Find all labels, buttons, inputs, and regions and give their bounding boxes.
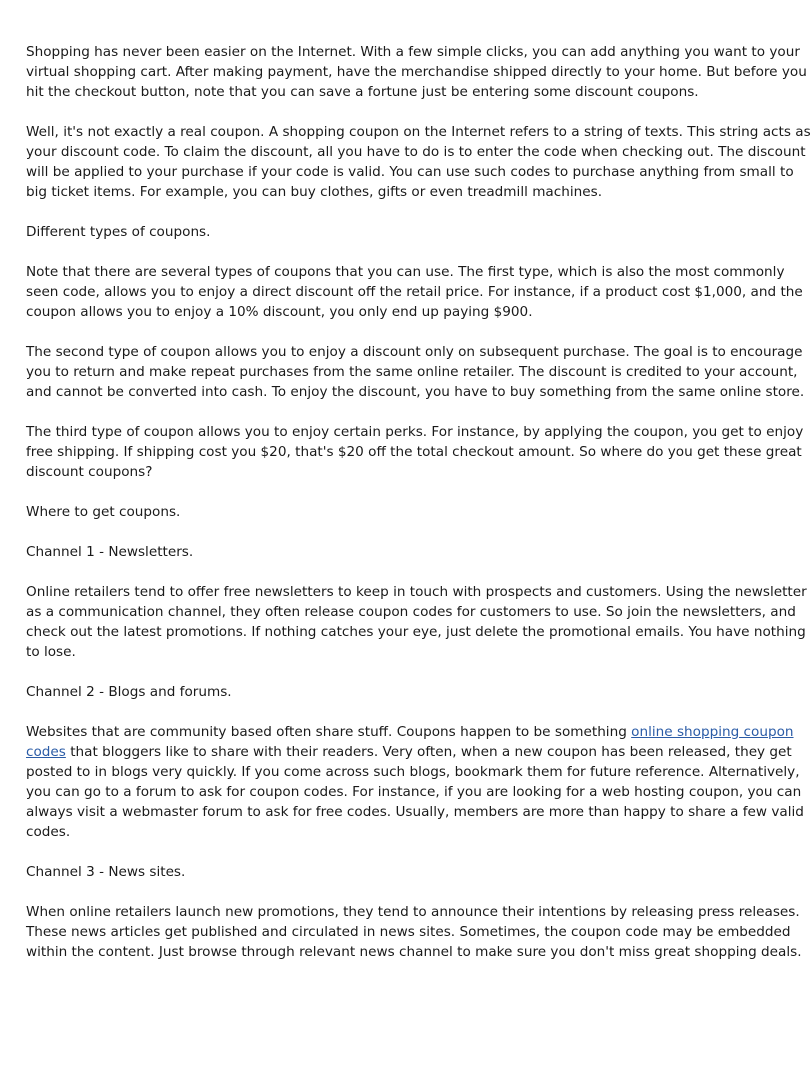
text-line (26, 742, 792, 762)
text-line: discount coupons? (26, 464, 153, 480)
text-line: seen code, allows you to enjoy a direct discount off the retail price. For instance, if a product cost $1,000, and the (26, 284, 803, 300)
heading-channel-2 (26, 682, 746, 702)
document-page (26, 42, 811, 982)
text-fragment: that bloggers like to share with their readers. Very often, when a new coupon has been released, they get (65, 744, 792, 760)
text-line: codes. (26, 824, 71, 840)
text-line (26, 722, 794, 742)
text-line: you to return and make repeat purchases from the same online retailer. The discount is credited to your account, (26, 364, 798, 380)
text-line: virtual shopping cart. After making payment, have the merchandise shipped directly to your home. But before you (26, 64, 807, 80)
text-line: These news articles get published and circulated in news sites. Sometimes, the coupon code may be embedded (26, 924, 791, 940)
text-line: and cannot be converted into cash. To enjoy the discount, you have to buy something from the same online store. (26, 384, 805, 400)
text-line: Different types of coupons. (26, 224, 211, 240)
text-line: Shopping has never been easier on the Internet. With a few simple clicks, you can add anything you want to your (26, 44, 800, 60)
text-line: your discount code. To claim the discount, all you have to do is to enter the code when checking out. The discount (26, 144, 806, 160)
heading-coupon-types (26, 222, 746, 242)
text-line: free shipping. If shipping cost you $20, that's $20 off the total checkout amount. So where do you get these great (26, 444, 802, 460)
paragraph-intro (26, 42, 807, 102)
paragraph-newsletters (26, 582, 807, 662)
text-line: check out the latest promotions. If nothing catches your eye, just delete the promotional emails. You have nothing (26, 624, 806, 640)
text-line: Channel 3 - News sites. (26, 864, 186, 880)
text-line: Note that there are several types of coupons that you can use. The first type, which is also the most commonly (26, 264, 785, 280)
paragraph-type-one (26, 262, 803, 322)
text-line: will be applied to your purchase if your code is valid. You can use such codes to purchase anything from small to (26, 164, 794, 180)
text-line: always visit a webmaster forum to ask for free codes. Usually, members are more than happy to share a few valid (26, 804, 804, 820)
text-line: to lose. (26, 644, 76, 660)
text-line: When online retailers launch new promotions, they tend to announce their intentions by releasing press releases. (26, 904, 800, 920)
heading-channel-1 (26, 542, 746, 562)
coupon-codes-link[interactable]: online shopping coupon (631, 724, 794, 740)
text-line: Online retailers tend to offer free newsletters to keep in touch with prospects and customers. Using the newsletter (26, 584, 807, 600)
coupon-codes-link-continued[interactable]: codes (26, 744, 66, 760)
paragraph-coupon-definition (26, 122, 811, 202)
text-line: The second type of coupon allows you to enjoy a discount only on subsequent purchase. The goal is to encourage (26, 344, 803, 360)
text-line: within the content. Just browse through relevant news channel to make sure you don't miss great shopping deals. (26, 944, 802, 960)
paragraph-news-sites (26, 902, 802, 962)
heading-channel-3 (26, 862, 746, 882)
text-line: Channel 1 - Newsletters. (26, 544, 194, 560)
text-line: hit the checkout button, note that you can save a fortune just be entering some discount coupons. (26, 84, 699, 100)
paragraph-blogs-forums (26, 722, 804, 842)
text-line: Where to get coupons. (26, 504, 181, 520)
text-line: Well, it's not exactly a real coupon. A shopping coupon on the Internet refers to a string of texts. This string acts as (26, 124, 811, 140)
text-line: you can go to a forum to ask for coupon codes. For instance, if you are looking for a web hosting coupon, you can (26, 784, 802, 800)
paragraph-type-two (26, 342, 805, 402)
text-line: Channel 2 - Blogs and forums. (26, 684, 232, 700)
text-line: big ticket items. For example, you can buy clothes, gifts or even treadmill machines. (26, 184, 603, 200)
heading-where-to-get (26, 502, 746, 522)
paragraph-type-three (26, 422, 804, 482)
text-line: The third type of coupon allows you to enjoy certain perks. For instance, by applying the coupon, you get to enjoy (26, 424, 804, 440)
text-line: coupon allows you to enjoy a 10% discount, you only end up paying $900. (26, 304, 533, 320)
text-line: as a communication channel, they often release coupon codes for customers to use. So join the newsletters, and (26, 604, 796, 620)
text-fragment: Websites that are community based often share stuff. Coupons happen to be something (26, 724, 632, 740)
text-line: posted to in blogs very quickly. If you come across such blogs, bookmark them for future reference. Alternatively, (26, 764, 800, 780)
